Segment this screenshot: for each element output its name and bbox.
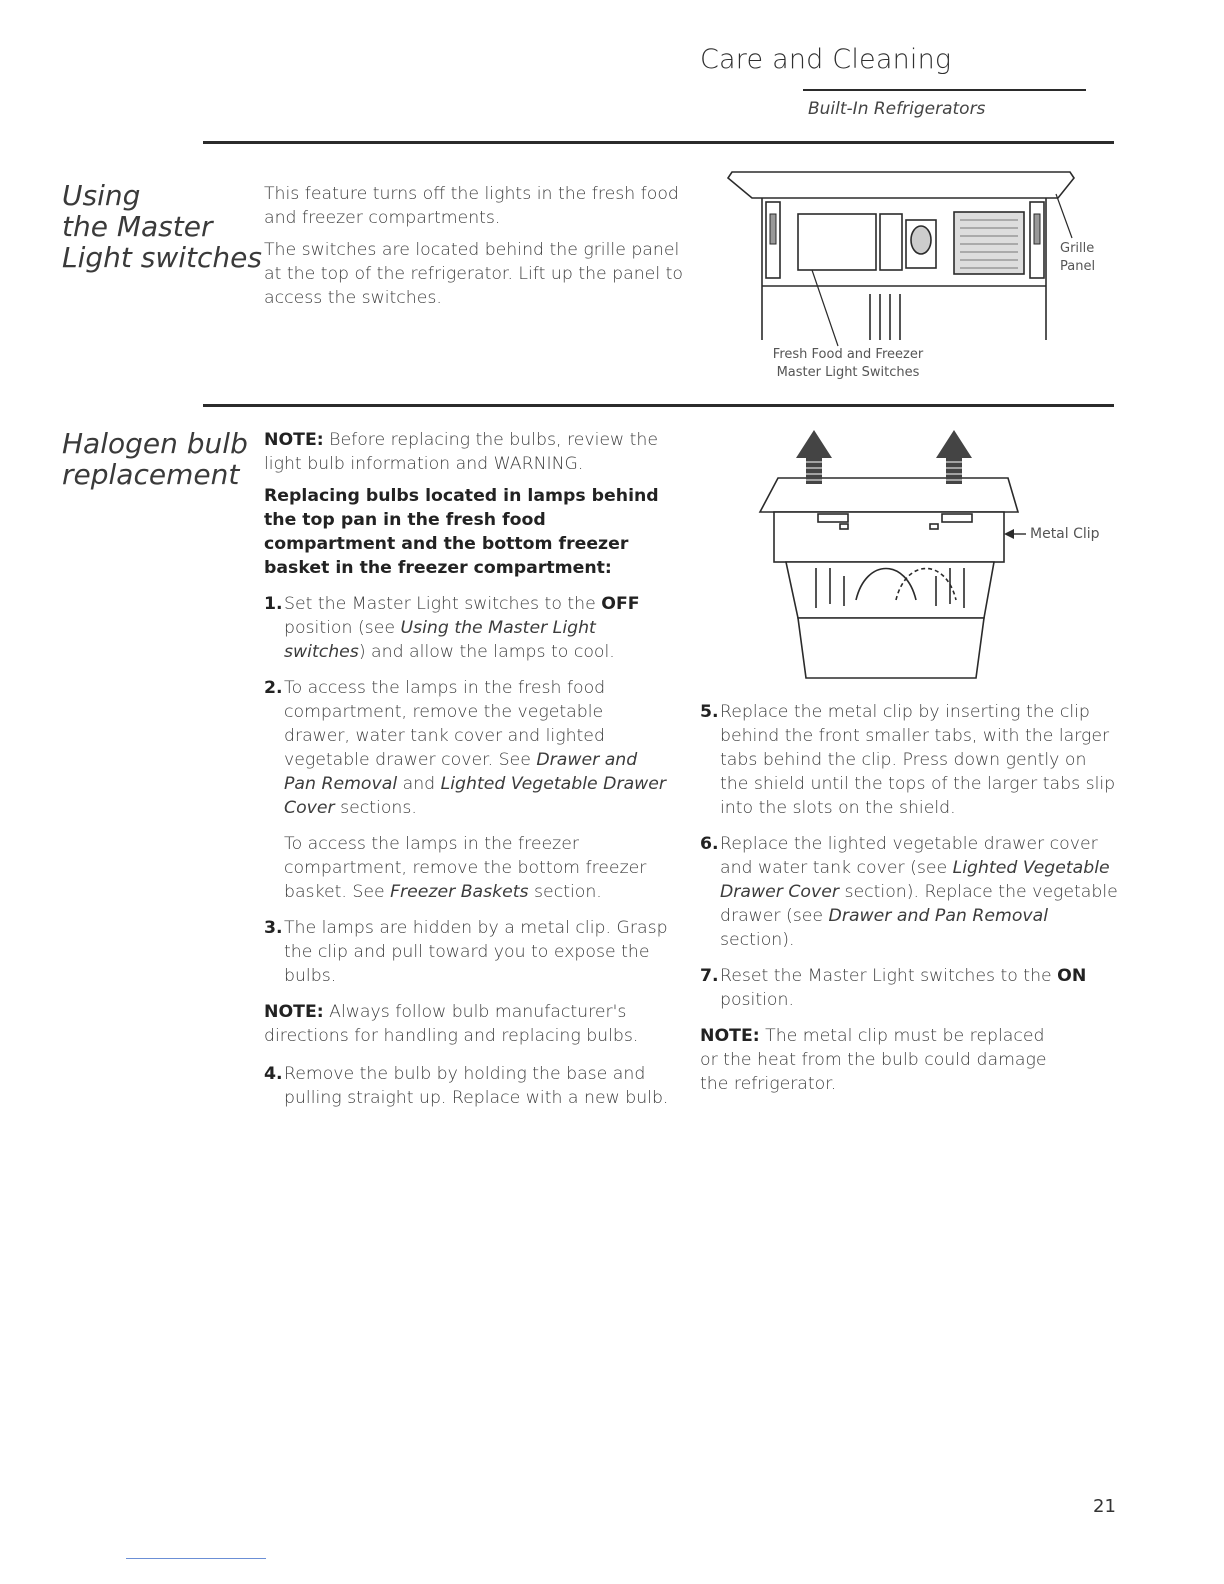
note-label: NOTE: [700,1026,760,1046]
step-bold: ON [1057,966,1087,986]
note-manufacturer [264,1000,674,1048]
section1-paragraph: This feature turns off the lights in the fresh food and freezer compartments. [264,184,679,228]
step-reference: Using the Master Light switches [284,618,596,662]
step-text: sections. [334,798,417,818]
switch-label-line: Fresh Food and Freezer [772,347,924,362]
section2-left-column [264,428,674,1122]
step-text: ) and allow the lamps to cool. [358,642,615,662]
step-4 [264,1062,674,1110]
step-text: Remove the bulb by holding the base and pulling straight up. Replace with a new bulb. [284,1064,669,1108]
metal-clip-illustration [756,428,1026,684]
step-5 [700,700,1120,820]
grille-panel-label [1060,240,1095,276]
page-header-title: Care and Cleaning [700,44,952,75]
step-text: Replace the lighted vegetable drawer cover and water tank cover (see [720,834,1098,878]
step-text: Replace the metal clip by inserting the clip behind the front smaller tabs, with the larger tabs behind the clip. Press down gently on the shield until the tops of the larger tabs slip into the slots on the shield. [720,702,1116,818]
step-text: The lamps are hidden by a metal clip. Grasp the clip and pull toward you to expose the bulbs. [284,918,668,986]
step-bold: OFF [601,594,640,614]
grille-label-line: Grille [1060,241,1095,256]
step-reference: Lighted Vegetable Drawer Cover [720,858,1110,902]
section-title-line: the Master [62,210,213,243]
steps-list-left-continued [264,1062,674,1110]
step-text: To access the lamps in the freezer compartment, remove the bottom freezer basket. See [284,834,647,902]
step-number: 5. [700,702,719,722]
section-divider-top [203,141,1114,144]
step-text: and [397,774,441,794]
step-text: section). [720,930,795,950]
page-number: 21 [1093,1496,1116,1517]
step-text: To access the lamps in the fresh food compartment, remove the vegetable drawer, water tank cover and lighted vegetable drawer cover. See [284,678,606,770]
step-number: 2. [264,678,283,698]
note-label: NOTE: [264,1002,324,1022]
note-metal-clip [700,1024,1060,1096]
footer-rule [126,1558,266,1559]
step-text: section). Replace the vegetable drawer (see [720,882,1118,926]
step-number: 1. [264,594,283,614]
steps-list-left [264,592,674,988]
switch-label-line: Master Light Switches [776,365,920,380]
step-number: 3. [264,918,283,938]
step-reference: Drawer and Pan Removal [284,750,638,794]
metal-clip-label: Metal Clip [1030,526,1100,542]
step-3 [264,916,674,988]
section-title-master-light [62,180,262,273]
note-label: NOTE: [264,430,324,450]
step-reference: Drawer and Pan Removal [828,906,1049,926]
steps-list-right [700,700,1120,1012]
step-text: section. [528,882,602,902]
master-switch-label [768,346,928,382]
step-text: position. [720,990,794,1010]
step-text: Set the Master Light switches to the [284,594,602,614]
step-7 [700,964,1120,1012]
step-reference: Lighted Vegetable Drawer Cover [284,774,667,818]
step-text: position (see [284,618,401,638]
section-title-line: Light switches [62,241,262,274]
note-text: The metal clip must be replaced or the heat from the bulb could damage the refrigerator. [700,1026,1047,1094]
step-number: 4. [264,1064,283,1084]
step-2 [264,676,674,904]
section2-right-column [700,700,1120,1104]
grille-label-line: Panel [1060,259,1096,274]
note-before-replacing [264,428,674,476]
section-title-line: replacement [62,458,240,491]
replacing-bulbs-subheading: Replacing bulbs located in lamps behind the top pan in the fresh food compartment and the bottom freezer basket in the freezer compartment: [264,486,659,578]
step-number: 6. [700,834,719,854]
section1-paragraph: The switches are located behind the grille panel at the top of the refrigerator. Lift up the panel to access the switches. [264,240,683,308]
section-divider-middle [203,404,1114,407]
step-6 [700,832,1120,952]
header-rule [803,89,1086,91]
step-reference: Freezer Baskets [390,882,529,902]
step-1 [264,592,674,664]
note-text: Always follow bulb manufacturer's directions for handling and replacing bulbs. [264,1002,639,1046]
section-title-halogen [62,428,248,490]
note-text: Before replacing the bulbs, review the light bulb information and WARNING. [264,430,658,474]
step-number: 7. [700,966,719,986]
page-header-subtitle: Built-In Refrigerators [808,99,986,119]
section-title-line: Using [62,179,141,212]
step-text: Reset the Master Light switches to the [720,966,1058,986]
section-title-line: Halogen bulb [62,427,248,460]
section1-body [264,182,684,318]
